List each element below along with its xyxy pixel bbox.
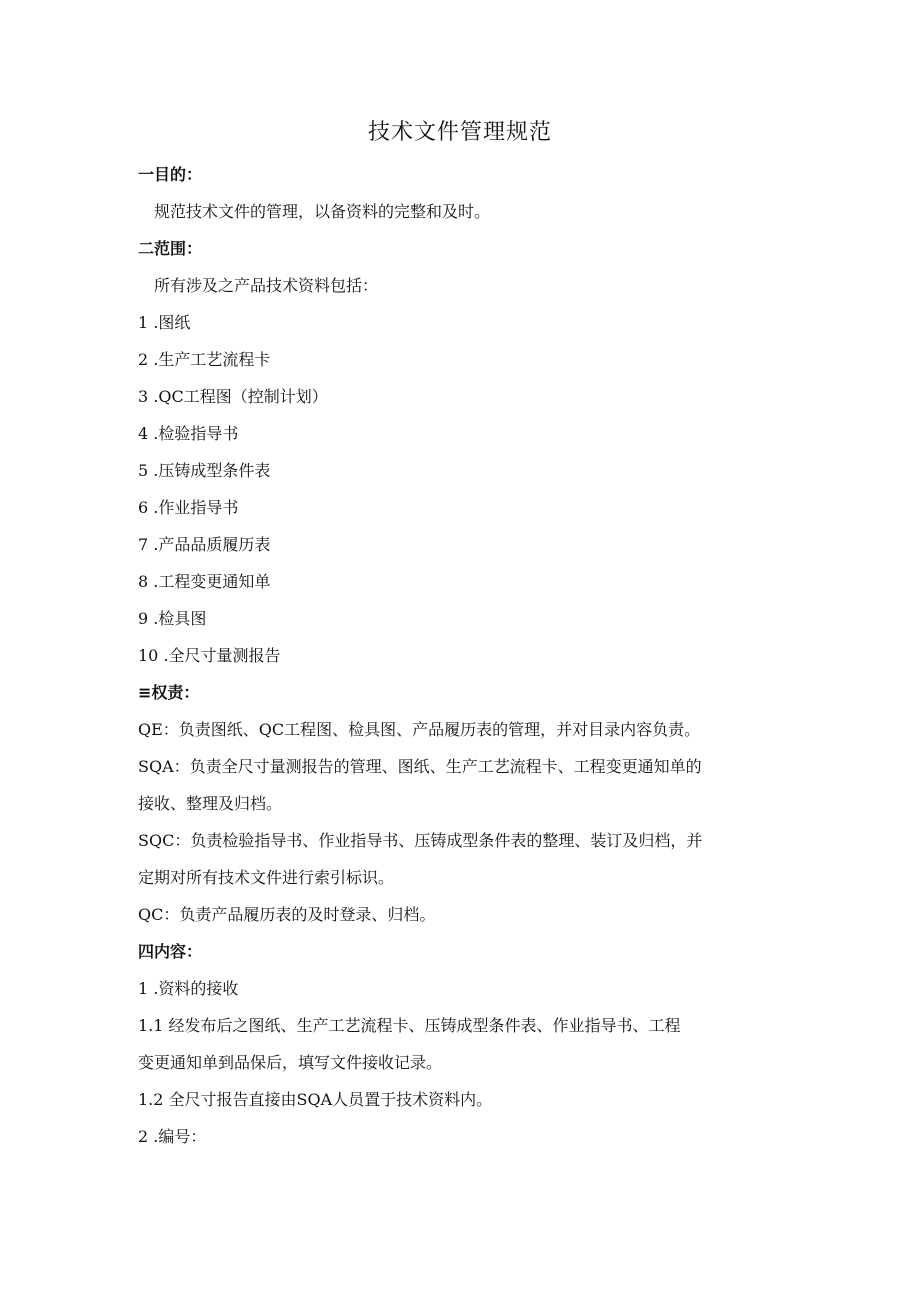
document-body [138, 156, 778, 1155]
scope-list-item: 1 .图纸 [138, 313, 191, 332]
responsibility-sqa-line1: SQA：负责全尺寸量测报告的管理、图纸、生产工艺流程卡、工程变更通知单的 [138, 757, 702, 776]
responsibility-qc: QC：负责产品履历表的及时登录、归档。 [138, 905, 436, 924]
scope-list-item: 9 .检具图 [138, 609, 207, 628]
purpose-text: 规范技术文件的管理，以备资料的完整和及时。 [154, 202, 491, 221]
responsibility-sqc-line2: 定期对所有技术文件进行索引标识。 [138, 868, 395, 887]
responsibility-qe: QE：负责图纸、QC工程图、检具图、产品履历表的管理，并对目录内容负责。 [138, 720, 701, 739]
document-title: 技术文件管理规范 [367, 120, 552, 145]
content-item-1-2: 1.2 全尺寸报告直接由SQA人员置于技术资料内。 [138, 1090, 493, 1109]
scope-list-item: 7 .产品品质履历表 [138, 535, 271, 554]
responsibility-sqa-line2: 接收、整理及归档。 [138, 794, 283, 813]
scope-list-item: 4 .检验指导书 [138, 424, 239, 443]
scope-list-item: 2 .生产工艺流程卡 [138, 350, 271, 369]
scope-list-item: 5 .压铸成型条件表 [138, 461, 271, 480]
scope-list-item: 8 .工程变更通知单 [138, 572, 271, 591]
scope-heading: 二范围： [138, 239, 203, 258]
content-item-2: 2 .编号： [138, 1127, 207, 1146]
content-item-1: 1 .资料的接收 [138, 979, 239, 998]
responsibility-sqc-line1: SQC：负责检验指导书、作业指导书、压铸成型条件表的整理、装订及归档，并 [138, 831, 703, 850]
scope-intro: 所有涉及之产品技术资料包括： [154, 276, 379, 295]
content-item-1-1-line1: 1.1 经发布后之图纸、生产工艺流程卡、压铸成型条件表、作业指导书、工程 [138, 1016, 681, 1035]
purpose-heading: 一目的： [138, 165, 203, 184]
responsibility-heading: ≡权责： [138, 683, 200, 702]
content-item-1-1-line2: 变更通知单到品保后，填写文件接收记录。 [138, 1053, 443, 1072]
scope-list-item: 6 .作业指导书 [138, 498, 239, 517]
content-heading: 四内容： [138, 942, 203, 961]
scope-list-item: 10 .全尺寸量测报告 [138, 646, 281, 665]
scope-list-item: 3 .QC工程图（控制计划） [138, 387, 328, 406]
